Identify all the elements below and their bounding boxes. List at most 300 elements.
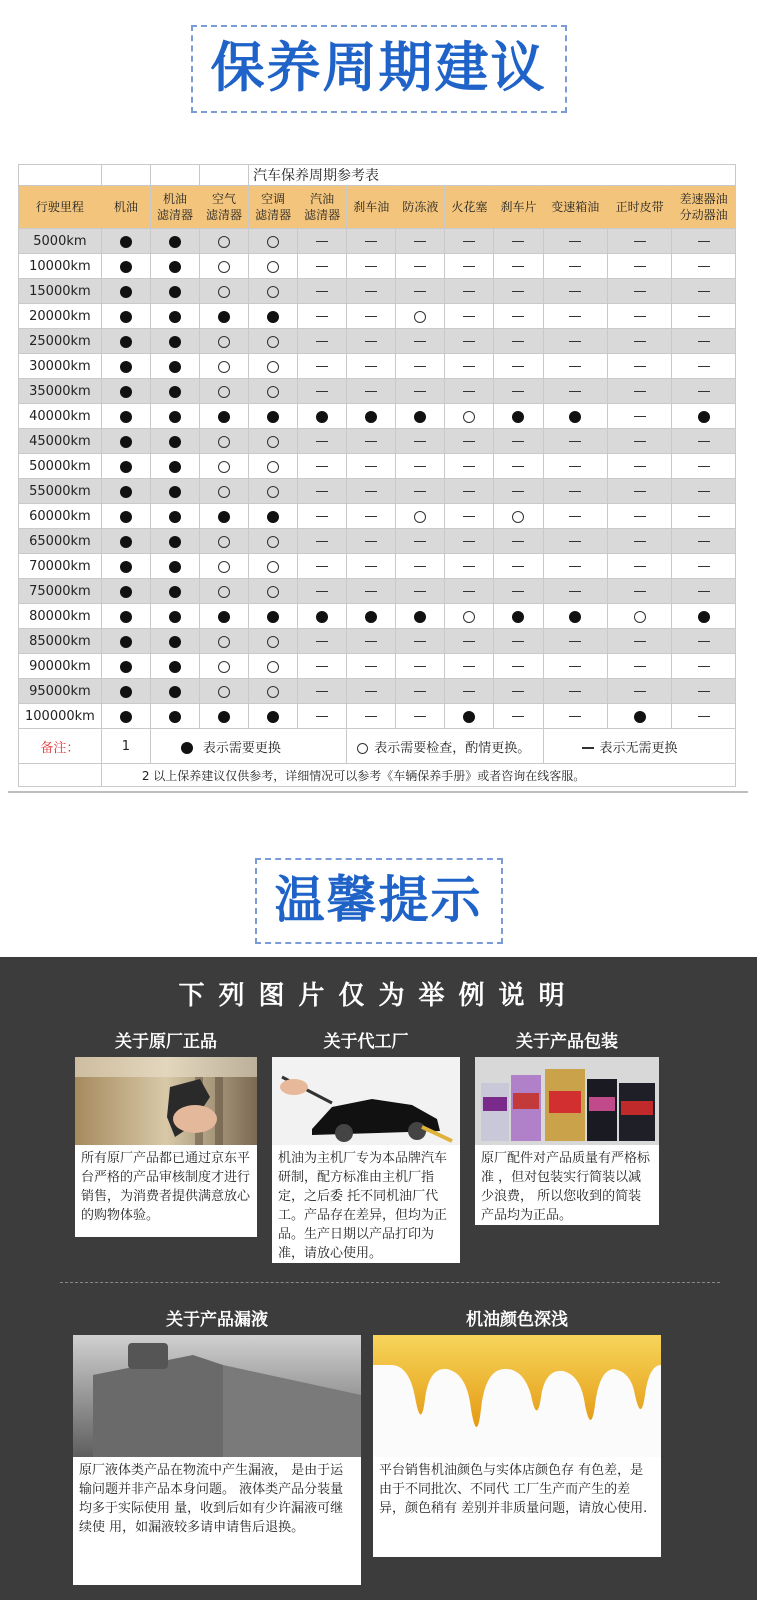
replace-dot-icon bbox=[120, 386, 132, 398]
note-2: 2 以上保养建议仅供参考，详细情况可以参考《车辆保养手册》或者咨询在线客服。 bbox=[101, 764, 735, 787]
schedule-cell bbox=[249, 629, 298, 654]
not-needed-dash-icon bbox=[365, 491, 377, 493]
not-needed-dash-icon bbox=[365, 316, 377, 318]
schedule-cell bbox=[150, 604, 199, 629]
schedule-cell bbox=[672, 379, 736, 404]
schedule-cell bbox=[672, 604, 736, 629]
schedule-cell bbox=[543, 329, 607, 354]
schedule-cell bbox=[607, 529, 671, 554]
replace-dot-icon bbox=[316, 411, 328, 423]
header-item: 机油 bbox=[101, 186, 150, 229]
replace-dot-icon bbox=[267, 411, 279, 423]
schedule-cell bbox=[543, 279, 607, 304]
schedule-cell bbox=[494, 579, 543, 604]
schedule-cell bbox=[249, 329, 298, 354]
schedule-cell bbox=[607, 579, 671, 604]
schedule-cell bbox=[249, 379, 298, 404]
not-needed-dash-icon bbox=[569, 666, 581, 668]
not-needed-dash-icon bbox=[414, 441, 426, 443]
schedule-cell bbox=[607, 354, 671, 379]
inspect-ring-icon bbox=[218, 236, 230, 248]
not-needed-dash-icon bbox=[569, 516, 581, 518]
not-needed-dash-icon bbox=[634, 691, 646, 693]
schedule-cell bbox=[445, 529, 494, 554]
inspect-ring-icon bbox=[463, 611, 475, 623]
not-needed-dash-icon bbox=[634, 466, 646, 468]
inspect-ring-icon bbox=[267, 661, 279, 673]
not-needed-dash-icon bbox=[463, 341, 475, 343]
tips-title bbox=[0, 858, 757, 944]
schedule-cell bbox=[494, 654, 543, 679]
schedule-cell bbox=[249, 254, 298, 279]
mileage-cell: 50000km bbox=[19, 454, 102, 479]
not-needed-dash-icon bbox=[512, 541, 524, 543]
schedule-cell bbox=[150, 329, 199, 354]
schedule-cell bbox=[543, 679, 607, 704]
replace-dot-icon bbox=[169, 286, 181, 298]
table-row bbox=[19, 654, 736, 679]
schedule-cell bbox=[298, 704, 347, 729]
schedule-cell bbox=[150, 479, 199, 504]
schedule-cell bbox=[298, 279, 347, 304]
schedule-cell bbox=[396, 279, 445, 304]
schedule-cell bbox=[396, 329, 445, 354]
schedule-cell bbox=[298, 629, 347, 654]
schedule-cell bbox=[445, 679, 494, 704]
schedule-cell bbox=[672, 429, 736, 454]
not-needed-dash-icon bbox=[463, 391, 475, 393]
schedule-cell bbox=[396, 404, 445, 429]
inspect-ring-icon bbox=[267, 486, 279, 498]
not-needed-dash-icon bbox=[569, 316, 581, 318]
table-row bbox=[19, 429, 736, 454]
schedule-cell bbox=[249, 679, 298, 704]
schedule-cell bbox=[672, 554, 736, 579]
schedule-cell bbox=[101, 679, 150, 704]
schedule-cell bbox=[150, 504, 199, 529]
legend-not-needed-text: 表示无需更换 bbox=[599, 740, 678, 756]
schedule-cell bbox=[445, 579, 494, 604]
not-needed-dash-icon bbox=[698, 516, 710, 518]
schedule-cell bbox=[347, 654, 396, 679]
not-needed-dash-icon bbox=[569, 441, 581, 443]
schedule-cell bbox=[101, 554, 150, 579]
replace-dot-icon bbox=[169, 511, 181, 523]
inspect-ring-icon bbox=[512, 511, 524, 523]
schedule-cell bbox=[347, 579, 396, 604]
schedule-cell bbox=[672, 354, 736, 379]
schedule-cell bbox=[543, 354, 607, 379]
schedule-cell bbox=[672, 679, 736, 704]
schedule-cell bbox=[445, 454, 494, 479]
not-needed-dash-icon bbox=[365, 516, 377, 518]
mileage-cell: 15000km bbox=[19, 279, 102, 304]
replace-dot-icon bbox=[120, 336, 132, 348]
not-needed-dash-icon bbox=[414, 591, 426, 593]
not-needed-dash-icon bbox=[316, 641, 328, 643]
replace-dot-icon bbox=[181, 742, 193, 754]
schedule-cell bbox=[150, 554, 199, 579]
not-needed-dash-icon bbox=[316, 666, 328, 668]
oil-container-photo bbox=[73, 1335, 361, 1457]
schedule-cell bbox=[672, 704, 736, 729]
inspect-ring-icon bbox=[267, 336, 279, 348]
schedule-cell bbox=[150, 354, 199, 379]
not-needed-dash-icon bbox=[463, 316, 475, 318]
mileage-cell: 20000km bbox=[19, 304, 102, 329]
schedule-cell bbox=[543, 529, 607, 554]
inspect-ring-icon bbox=[218, 661, 230, 673]
mileage-cell: 45000km bbox=[19, 429, 102, 454]
not-needed-dash-icon bbox=[512, 341, 524, 343]
replace-dot-icon bbox=[698, 411, 710, 423]
replace-dot-icon bbox=[169, 611, 181, 623]
schedule-cell bbox=[396, 354, 445, 379]
replace-dot-icon bbox=[120, 711, 132, 723]
not-needed-dash-icon bbox=[634, 341, 646, 343]
inspect-ring-icon bbox=[634, 611, 646, 623]
tips-heading: 下列图片仅为举例说明 bbox=[178, 981, 579, 1011]
schedule-cell bbox=[199, 529, 248, 554]
replace-dot-icon bbox=[365, 611, 377, 623]
replace-dot-icon bbox=[120, 286, 132, 298]
schedule-cell bbox=[543, 429, 607, 454]
table-row bbox=[19, 254, 736, 279]
not-needed-dash-icon bbox=[634, 416, 646, 418]
schedule-cell bbox=[199, 304, 248, 329]
maintenance-table-wrap bbox=[18, 164, 736, 787]
not-needed-dash-icon bbox=[316, 491, 328, 493]
schedule-cell bbox=[396, 479, 445, 504]
table-row bbox=[19, 354, 736, 379]
mileage-cell: 30000km bbox=[19, 354, 102, 379]
replace-dot-icon bbox=[218, 411, 230, 423]
header-item: 火花塞 bbox=[445, 186, 494, 229]
schedule-cell bbox=[199, 629, 248, 654]
not-needed-dash-icon bbox=[365, 641, 377, 643]
not-needed-dash-icon bbox=[414, 291, 426, 293]
not-needed-dash-icon bbox=[569, 466, 581, 468]
schedule-cell bbox=[445, 554, 494, 579]
schedule-cell bbox=[298, 379, 347, 404]
schedule-cell bbox=[494, 304, 543, 329]
schedule-cell bbox=[445, 229, 494, 254]
card-text-packaging: 原厂配件对产品质量有严格标准 ，但对包装实行简装以减少浪费， 所以您收到的简装产品均为正品。 bbox=[475, 1145, 659, 1225]
not-needed-dash-icon bbox=[698, 566, 710, 568]
table-row bbox=[19, 279, 736, 304]
schedule-cell bbox=[494, 404, 543, 429]
schedule-cell bbox=[249, 229, 298, 254]
schedule-cell bbox=[199, 679, 248, 704]
schedule-cell bbox=[445, 604, 494, 629]
schedule-cell bbox=[445, 329, 494, 354]
schedule-cell bbox=[347, 679, 396, 704]
schedule-cell bbox=[347, 304, 396, 329]
schedule-cell bbox=[199, 654, 248, 679]
not-needed-dash-icon bbox=[463, 591, 475, 593]
schedule-cell bbox=[150, 404, 199, 429]
replace-dot-icon bbox=[120, 661, 132, 673]
not-needed-dash-icon bbox=[365, 541, 377, 543]
inspect-ring-icon bbox=[267, 636, 279, 648]
schedule-cell bbox=[150, 529, 199, 554]
schedule-cell bbox=[298, 329, 347, 354]
replace-dot-icon bbox=[120, 686, 132, 698]
schedule-cell bbox=[607, 279, 671, 304]
schedule-cell bbox=[672, 529, 736, 554]
schedule-cell bbox=[607, 454, 671, 479]
schedule-cell bbox=[672, 229, 736, 254]
mileage-cell: 70000km bbox=[19, 554, 102, 579]
schedule-cell bbox=[445, 504, 494, 529]
schedule-cell bbox=[543, 629, 607, 654]
replace-dot-icon bbox=[120, 511, 132, 523]
not-needed-dash-icon bbox=[316, 366, 328, 368]
replace-dot-icon bbox=[169, 336, 181, 348]
not-needed-dash-icon bbox=[569, 266, 581, 268]
not-needed-dash-icon bbox=[569, 241, 581, 243]
not-needed-dash-icon bbox=[569, 716, 581, 718]
schedule-cell bbox=[494, 379, 543, 404]
schedule-cell bbox=[672, 454, 736, 479]
schedule-cell bbox=[494, 554, 543, 579]
schedule-cell bbox=[543, 579, 607, 604]
schedule-cell bbox=[150, 229, 199, 254]
card-title-leak: 关于产品漏液 bbox=[166, 1310, 268, 1330]
not-needed-dash-icon bbox=[463, 541, 475, 543]
schedule-cell bbox=[672, 479, 736, 504]
schedule-cell bbox=[445, 279, 494, 304]
legend-replace bbox=[150, 729, 346, 764]
replace-dot-icon bbox=[316, 611, 328, 623]
card-text-oem: 机油为主机厂专为本品牌汽车研制，配方标准由主机厂指定，之后委 托不同机油厂代工。产品存在差异，但均为正品。生产日期以产品打印为准，请放心使用。 bbox=[272, 1145, 460, 1263]
not-needed-dash-icon bbox=[316, 441, 328, 443]
replace-dot-icon bbox=[634, 711, 646, 723]
replace-dot-icon bbox=[365, 411, 377, 423]
schedule-cell bbox=[101, 304, 150, 329]
schedule-cell bbox=[199, 354, 248, 379]
replace-dot-icon bbox=[169, 361, 181, 373]
not-needed-dash-icon bbox=[634, 391, 646, 393]
schedule-cell bbox=[396, 504, 445, 529]
mileage-cell: 60000km bbox=[19, 504, 102, 529]
mileage-cell: 100000km bbox=[19, 704, 102, 729]
not-needed-dash-icon bbox=[569, 341, 581, 343]
table-row bbox=[19, 454, 736, 479]
replace-dot-icon bbox=[120, 586, 132, 598]
tips-panel bbox=[0, 957, 757, 1600]
header-item: 汽油 滤清器 bbox=[298, 186, 347, 229]
replace-dot-icon bbox=[698, 611, 710, 623]
schedule-cell bbox=[150, 279, 199, 304]
schedule-cell bbox=[347, 329, 396, 354]
schedule-cell bbox=[396, 704, 445, 729]
schedule-cell bbox=[101, 529, 150, 554]
not-needed-dash-icon bbox=[698, 466, 710, 468]
schedule-cell bbox=[607, 304, 671, 329]
not-needed-dash-icon bbox=[414, 666, 426, 668]
table-row bbox=[19, 704, 736, 729]
schedule-cell bbox=[249, 529, 298, 554]
not-needed-dash-icon bbox=[414, 366, 426, 368]
schedule-cell bbox=[150, 454, 199, 479]
inspect-ring-icon bbox=[267, 536, 279, 548]
schedule-cell bbox=[298, 254, 347, 279]
schedule-cell bbox=[445, 479, 494, 504]
not-needed-dash-icon bbox=[569, 291, 581, 293]
schedule-cell bbox=[199, 504, 248, 529]
not-needed-dash-icon bbox=[698, 491, 710, 493]
not-needed-dash-icon bbox=[582, 747, 594, 749]
inspect-ring-icon bbox=[218, 386, 230, 398]
inspect-ring-icon bbox=[218, 536, 230, 548]
not-needed-dash-icon bbox=[414, 541, 426, 543]
schedule-cell bbox=[543, 379, 607, 404]
not-needed-dash-icon bbox=[414, 266, 426, 268]
schedule-cell bbox=[445, 629, 494, 654]
not-needed-dash-icon bbox=[365, 366, 377, 368]
schedule-cell bbox=[396, 679, 445, 704]
replace-dot-icon bbox=[414, 411, 426, 423]
schedule-cell bbox=[249, 404, 298, 429]
schedule-cell bbox=[150, 629, 199, 654]
scanner-photo bbox=[75, 1057, 257, 1145]
not-needed-dash-icon bbox=[414, 691, 426, 693]
schedule-cell bbox=[199, 704, 248, 729]
schedule-cell bbox=[347, 229, 396, 254]
schedule-cell bbox=[298, 579, 347, 604]
inspect-ring-icon bbox=[267, 361, 279, 373]
replace-dot-icon bbox=[120, 361, 132, 373]
schedule-cell bbox=[150, 429, 199, 454]
schedule-cell bbox=[347, 254, 396, 279]
not-needed-dash-icon bbox=[512, 716, 524, 718]
schedule-cell bbox=[101, 479, 150, 504]
schedule-cell bbox=[150, 254, 199, 279]
not-needed-dash-icon bbox=[698, 316, 710, 318]
schedule-cell bbox=[672, 279, 736, 304]
replace-dot-icon bbox=[267, 611, 279, 623]
inspect-ring-icon bbox=[218, 436, 230, 448]
schedule-cell bbox=[249, 579, 298, 604]
not-needed-dash-icon bbox=[634, 366, 646, 368]
replace-dot-icon bbox=[120, 436, 132, 448]
replace-dot-icon bbox=[169, 261, 181, 273]
not-needed-dash-icon bbox=[634, 241, 646, 243]
schedule-cell bbox=[543, 254, 607, 279]
schedule-cell bbox=[101, 604, 150, 629]
inspect-ring-icon bbox=[218, 361, 230, 373]
mileage-cell: 80000km bbox=[19, 604, 102, 629]
not-needed-dash-icon bbox=[316, 341, 328, 343]
legend-inspect bbox=[347, 729, 543, 764]
not-needed-dash-icon bbox=[414, 641, 426, 643]
note-number-1: 1 bbox=[101, 729, 150, 764]
not-needed-dash-icon bbox=[414, 241, 426, 243]
schedule-cell bbox=[347, 629, 396, 654]
table-row bbox=[19, 304, 736, 329]
not-needed-dash-icon bbox=[316, 516, 328, 518]
schedule-cell bbox=[101, 654, 150, 679]
schedule-cell bbox=[543, 504, 607, 529]
not-needed-dash-icon bbox=[414, 466, 426, 468]
schedule-cell bbox=[298, 404, 347, 429]
not-needed-dash-icon bbox=[634, 516, 646, 518]
not-needed-dash-icon bbox=[569, 491, 581, 493]
schedule-cell bbox=[150, 679, 199, 704]
header-item: 机油 滤清器 bbox=[150, 186, 199, 229]
schedule-cell bbox=[347, 454, 396, 479]
not-needed-dash-icon bbox=[512, 266, 524, 268]
not-needed-dash-icon bbox=[316, 266, 328, 268]
schedule-cell bbox=[607, 329, 671, 354]
schedule-cell bbox=[101, 354, 150, 379]
not-needed-dash-icon bbox=[634, 441, 646, 443]
schedule-cell bbox=[396, 229, 445, 254]
table-row bbox=[19, 529, 736, 554]
schedule-cell bbox=[199, 229, 248, 254]
not-needed-dash-icon bbox=[414, 341, 426, 343]
header-item: 空气 滤清器 bbox=[199, 186, 248, 229]
schedule-cell bbox=[347, 504, 396, 529]
replace-dot-icon bbox=[120, 486, 132, 498]
schedule-cell bbox=[101, 504, 150, 529]
schedule-cell bbox=[298, 479, 347, 504]
not-needed-dash-icon bbox=[634, 316, 646, 318]
schedule-cell bbox=[298, 554, 347, 579]
schedule-cell bbox=[101, 379, 150, 404]
schedule-cell bbox=[543, 229, 607, 254]
schedule-cell bbox=[347, 529, 396, 554]
schedule-cell bbox=[607, 479, 671, 504]
not-needed-dash-icon bbox=[512, 566, 524, 568]
not-needed-dash-icon bbox=[512, 641, 524, 643]
not-needed-dash-icon bbox=[634, 566, 646, 568]
not-needed-dash-icon bbox=[634, 266, 646, 268]
note-label: 备注： bbox=[19, 729, 102, 764]
schedule-cell bbox=[607, 504, 671, 529]
schedule-cell bbox=[298, 529, 347, 554]
schedule-cell bbox=[445, 379, 494, 404]
not-needed-dash-icon bbox=[512, 366, 524, 368]
not-needed-dash-icon bbox=[698, 541, 710, 543]
replace-dot-icon bbox=[169, 311, 181, 323]
not-needed-dash-icon bbox=[512, 666, 524, 668]
schedule-cell bbox=[199, 554, 248, 579]
not-needed-dash-icon bbox=[365, 266, 377, 268]
inspect-ring-icon bbox=[218, 486, 230, 498]
schedule-cell bbox=[607, 604, 671, 629]
schedule-cell bbox=[672, 329, 736, 354]
not-needed-dash-icon bbox=[512, 591, 524, 593]
schedule-cell bbox=[249, 504, 298, 529]
packaging-photo bbox=[475, 1057, 659, 1145]
not-needed-dash-icon bbox=[463, 266, 475, 268]
tips-divider bbox=[60, 1282, 720, 1283]
replace-dot-icon bbox=[120, 311, 132, 323]
card-title-oil-color: 机油颜色深浅 bbox=[466, 1310, 568, 1330]
replace-dot-icon bbox=[569, 411, 581, 423]
schedule-cell bbox=[396, 604, 445, 629]
schedule-cell bbox=[249, 454, 298, 479]
inspect-ring-icon bbox=[218, 286, 230, 298]
schedule-cell bbox=[347, 704, 396, 729]
schedule-cell bbox=[494, 504, 543, 529]
replace-dot-icon bbox=[218, 511, 230, 523]
mileage-cell: 10000km bbox=[19, 254, 102, 279]
not-needed-dash-icon bbox=[634, 291, 646, 293]
not-needed-dash-icon bbox=[365, 666, 377, 668]
